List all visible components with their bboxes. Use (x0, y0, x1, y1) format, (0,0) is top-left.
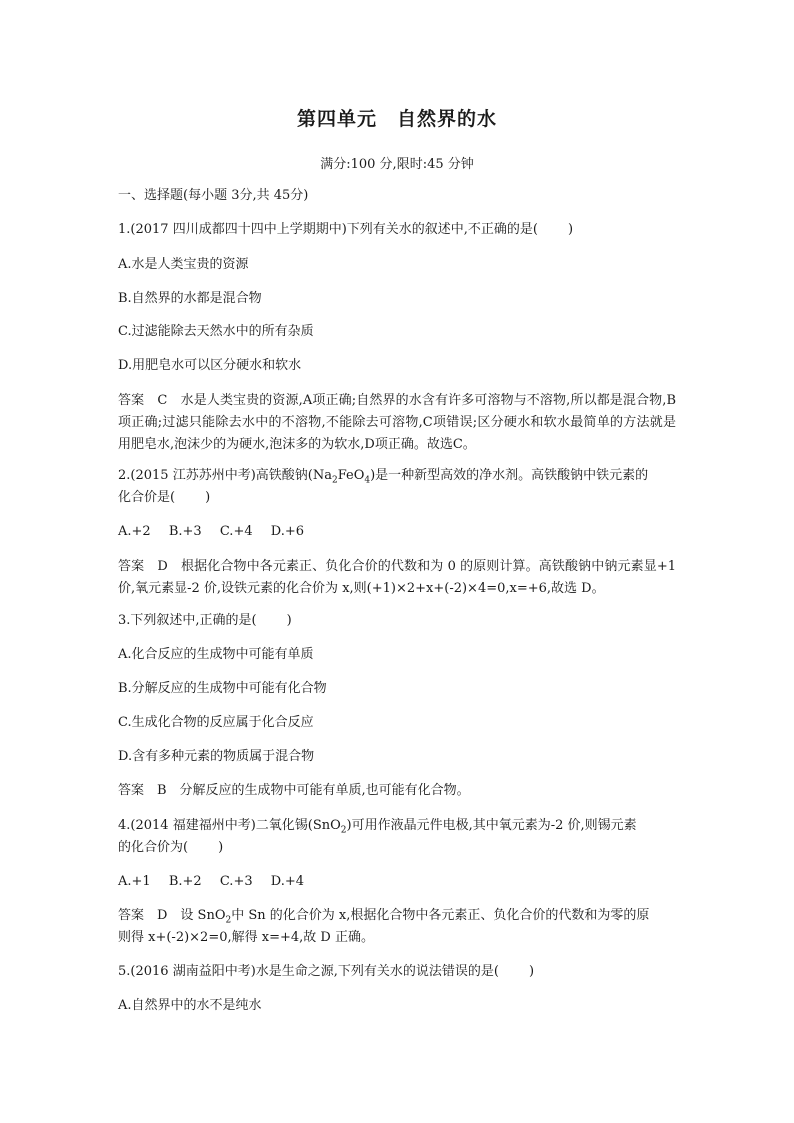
question-3-option-b: B.分解反应的生成物中可能有化合物 (118, 681, 327, 696)
question-3-option-c: C.生成化合物的反应属于化合反应 (118, 715, 314, 730)
question-4-options (118, 872, 676, 892)
question-1-option-a: A.水是人类宝贵的资源 (118, 257, 249, 272)
question-2-answer: 答案 D 根据化合物中各元素正、负化合价的代数和为 0 的原则计算。高铁酸钠中钠元素显+1 价,氧元素显-2 价,设铁元素的化合价为 x,则(+1)×2+x+(-2)×4=0,x=+6,故选 D。 (118, 559, 676, 596)
question-4-option-c: C.+3 (219, 874, 253, 889)
question-4-option-d: D.+4 (270, 874, 305, 889)
section-heading: 一、选择题(每小题 3分,共 45分) (118, 188, 309, 203)
question-5-stem: 5.(2016 湖南益阳中考)水是生命之源,下列有关水的说法错误的是( ) (118, 964, 535, 979)
question-4-option-a: A.+1 (118, 874, 151, 889)
question-1-option-b: B.自然界的水都是混合物 (118, 291, 262, 306)
question-4-stem-line-2: 的化合价为( ) (118, 840, 224, 855)
question-4-answer-line-2: 则得 x+(-2)×2=0,解得 x=+4,故 D 正确。 (118, 930, 374, 945)
question-3-option-a: A.化合反应的生成物中可能有单质 (118, 647, 314, 662)
question-4-option-b: B.+2 (168, 874, 202, 889)
question-5-option-a: A.自然界中的水不是纯水 (118, 998, 262, 1013)
question-3-stem: 3.下列叙述中,正确的是( ) (118, 613, 292, 628)
question-1-option-c: C.过滤能除去天然水中的所有杂质 (118, 324, 314, 339)
question-4-stem: 4.(2014 福建福州中考)二氧化锡(SnO$_2$)可用作液晶元件电极,其中氧元素为-2 价,则锡元素 (118, 818, 637, 836)
question-1-answer: 答案 C 水是人类宝贵的资源,A项正确;自然界的水含有许多可溶物与不溶物,所以都是混合物,B项正确;过滤只能除去水中的不溶物,不能除去可溶物,C项错误;区分硬水和软水最简单的方法就是用肥皂水,泡沫少的为硬水,泡沫多的为软水,D项正确。故选C。 (118, 393, 676, 452)
question-1-option-d: D.用肥皂水可以区分硬水和软水 (118, 358, 302, 373)
question-1-stem: 1.(2017 四川成都四十四中上学期期中)下列有关水的叙述中,不正确的是( ) (118, 222, 574, 237)
question-2-option-c: C.+4 (219, 524, 253, 539)
question-2-option-d: D.+6 (270, 524, 305, 539)
score-time-info: 满分:100 分,限时:45 分钟 (320, 157, 474, 172)
question-3-option-d: D.含有多种元素的物质属于混合物 (118, 749, 315, 764)
question-2-stem: 2.(2015 江苏苏州中考)高铁酸钠$(Na_2FeO_4)$是一种新型高效的净水剂。高铁酸钠中铁元素的 (118, 468, 649, 486)
question-2-option-b: B.+3 (168, 524, 202, 539)
question-2-option-a: A.+2 (118, 524, 151, 539)
page-title: 第四单元 自然界的水 (296, 108, 497, 130)
question-4-answer: 答案 D 设 SnO$_2$中 Sn 的化合价为 x,根据化合物中各元素正、负化合价的代数和为零的原 (118, 908, 650, 926)
question-2-stem-line-2: 化合价是( ) (118, 490, 211, 505)
question-2-options (118, 522, 676, 542)
question-3-answer: 答案 B 分解反应的生成物中可能有单质,也可能有化合物。 (118, 783, 470, 798)
